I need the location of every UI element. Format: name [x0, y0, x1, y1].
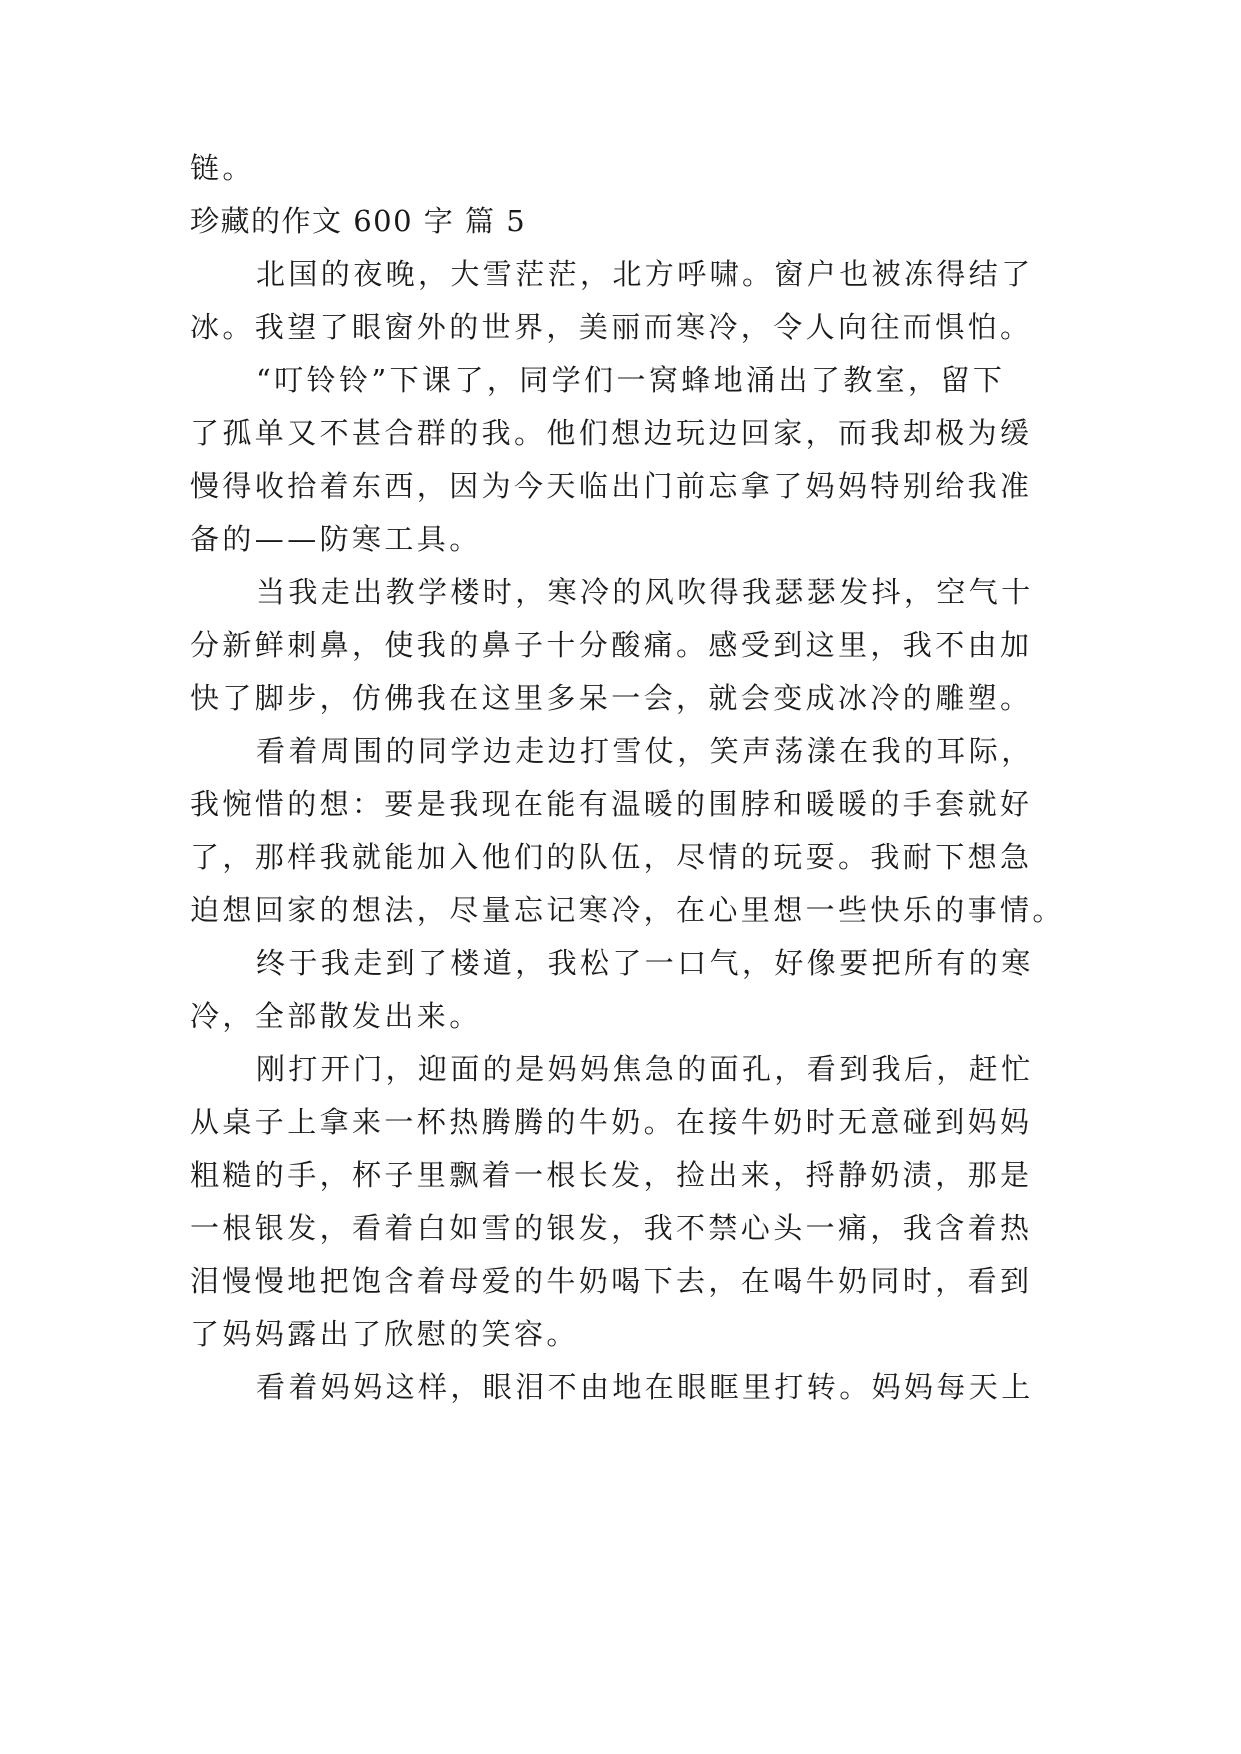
text-line: 了孤单又不甚合群的我。他们想边玩边回家，而我却极为缓 — [190, 416, 1033, 450]
text-line: 粗糙的手，杯子里飘着一根长发，捡出来，捋静奶渍，那是 — [190, 1158, 1033, 1192]
text-line: 看着周围的同学边走边打雪仗，笑声荡漾在我的耳际， — [256, 734, 1034, 768]
text-line: 冷，全部散发出来。 — [190, 999, 482, 1033]
text-line: 了，那样我就能加入他们的队伍，尽情的玩耍。我耐下想急 — [190, 840, 1033, 874]
text-line: 终于我走到了楼道，我松了一口气，好像要把所有的寒 — [256, 946, 1034, 980]
text-line: 看着妈妈这样，眼泪不由地在眼眶里打转。妈妈每天上 — [256, 1370, 1034, 1404]
text-line: 迫想回家的想法，尽量忘记寒冷，在心里想一些快乐的事情。 — [190, 893, 1065, 927]
text-line: 一根银发，看着白如雪的银发，我不禁心头一痛，我含着热 — [190, 1211, 1033, 1245]
text-line: 慢得收拾着东西，因为今天临出门前忘拿了妈妈特别给我准 — [190, 469, 1033, 503]
text-line: 我惋惜的想：要是我现在能有温暖的围脖和暖暖的手套就好 — [190, 787, 1033, 821]
text-line: 当我走出教学楼时，寒冷的风吹得我瑟瑟发抖，空气十 — [256, 575, 1034, 609]
text-line: 链。 — [190, 151, 255, 185]
text-line: 从桌子上拿来一杯热腾腾的牛奶。在接牛奶时无意碰到妈妈 — [190, 1105, 1033, 1139]
text-line: 泪慢慢地把饱含着母爱的牛奶喝下去，在喝牛奶同时，看到 — [190, 1264, 1033, 1298]
text-line: 了妈妈露出了欣慰的笑容。 — [190, 1317, 579, 1351]
section-heading: 珍藏的作文 600 字 篇 5 — [190, 204, 527, 238]
text-line: 快了脚步，仿佛我在这里多呆一会，就会变成冰冷的雕塑。 — [190, 681, 1033, 715]
text-line: 冰。我望了眼窗外的世界，美丽而寒冷，令人向往而惧怕。 — [190, 310, 1033, 344]
text-line: 刚打开门，迎面的是妈妈焦急的面孔，看到我后，赶忙 — [256, 1052, 1034, 1086]
text-line: 分新鲜刺鼻，使我的鼻子十分酸痛。感受到这里，我不由加 — [190, 628, 1033, 662]
text-line: “叮铃铃”下课了，同学们一窝蜂地涌出了教室，留下 — [256, 363, 1006, 397]
text-line: 备的——防寒工具。 — [190, 522, 482, 556]
text-line: 北国的夜晚，大雪茫茫，北方呼啸。窗户也被冻得结了 — [256, 257, 1034, 291]
